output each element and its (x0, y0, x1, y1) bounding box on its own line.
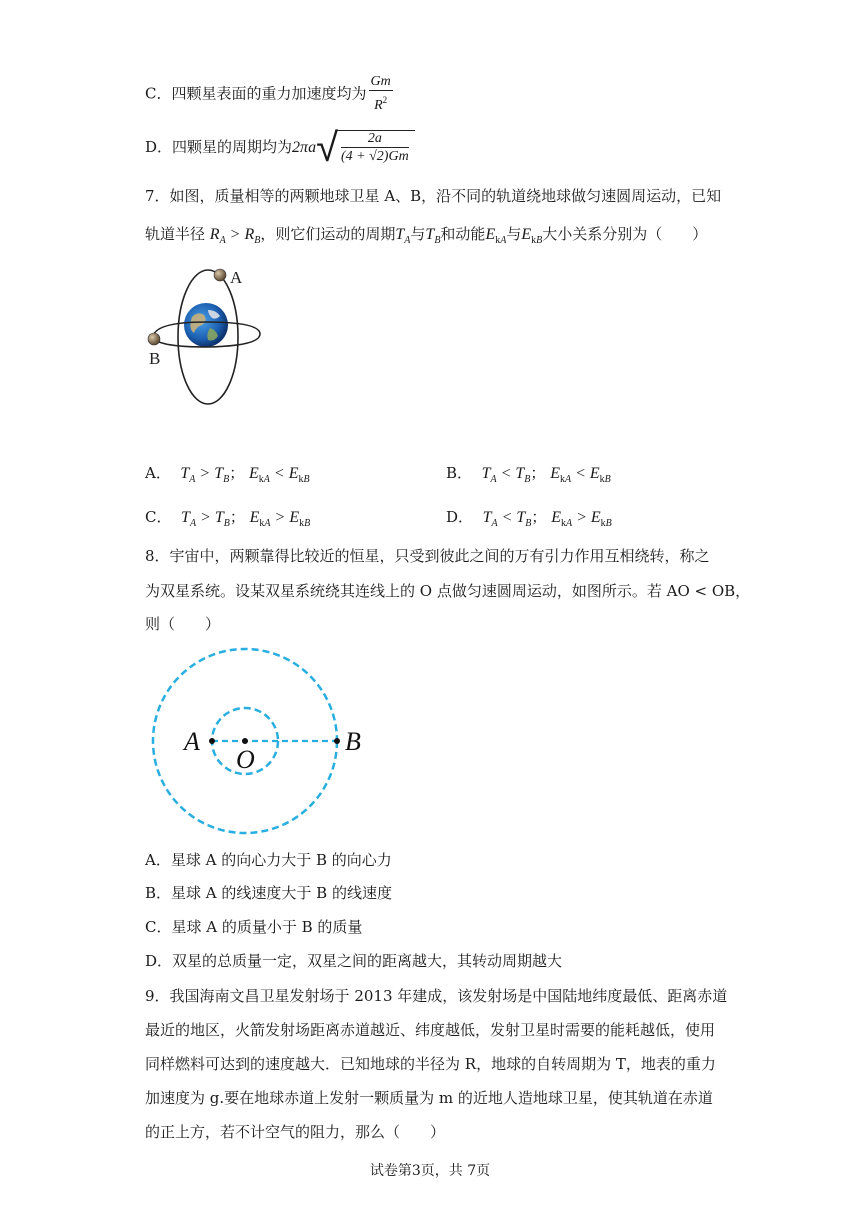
q8-stem-line1: 8．宇宙中，两颗靠得比较近的恒星，只受到彼此之间的万有引力作用互相绕转，称之 (145, 547, 710, 565)
star-b-dot (334, 738, 340, 744)
radius-relation: $R_A > R_B$ (209, 226, 261, 246)
star-a-dot (209, 738, 215, 744)
page-footer: 试卷第3页，共 7页 (369, 1163, 491, 1179)
label-b: B (149, 349, 161, 368)
q8-binary-star-figure (140, 644, 380, 840)
q7-stem-line2: 轨道半径 $R_A > R_B$，则它们运动的周期$T_A$与$T_B$和动能$E_{kA}$与$E_{kB}$大小关系分别为（ ） (145, 225, 708, 246)
q7-option-a: A． $T_A > T_B$； $E_{kA} < E_{kB}$ (145, 464, 310, 485)
option-label: C． (145, 84, 172, 103)
q9-line1: 9．我国海南文昌卫星发射场于 2013 年建成，该发射场是中国陆地纬度最低、距离赤道 (145, 987, 728, 1005)
option-label: D． (145, 138, 173, 156)
fraction-numerator: Gm (370, 74, 391, 89)
q7-satellite-orbit-figure (140, 262, 270, 410)
fraction-denominator: R (374, 98, 383, 113)
label-a: A (230, 268, 243, 287)
q7-option-b: B． $T_A < T_B$； $E_{kA} < E_{kB}$ (446, 464, 611, 485)
fraction-gm-over-r2 (369, 74, 393, 115)
q7-option-c: C． $T_A > T_B$； $E_{kA} > E_{kB}$ (145, 508, 311, 529)
q8-option-a: A．星球 A 的向心力大于 B 的向心力 (145, 851, 392, 869)
q8-option-b: B．星球 A 的线速度大于 B 的线速度 (145, 884, 392, 902)
exponent: 2 (382, 95, 388, 105)
q8-stem-line2: 为双星系统。设某双星系统绕其连线上的 O 点做匀速圆周运动，如图所示。若 AO < OB， (145, 582, 751, 600)
q9-line2: 最近的地区，火箭发射场距离赤道越近、纬度越低，发射卫星时需要的能耗越低，使用 (145, 1021, 716, 1039)
period-prefix: 2πa (292, 139, 317, 156)
option-text: 四颗星的周期均为 (172, 138, 293, 156)
fraction-denominator: (4 + √2)Gm (341, 149, 409, 164)
q7-option-d: D． $T_A < T_B$； $E_{kA} > E_{kB}$ (446, 508, 612, 529)
q8-option-d: D．双星的总质量一定，双星之间的距离越大，其转动周期越大 (145, 952, 563, 970)
square-root (316, 125, 415, 171)
radical-sign-icon: √ (316, 125, 339, 171)
q9-line3: 同样燃料可达到的速度越大．已知地球的半径为 R，地球的自转周期为 T，地表的重力 (145, 1055, 716, 1073)
option-text: 四颗星表面的重力加速度均为 (171, 84, 367, 103)
fraction-numerator: 2a (341, 131, 409, 148)
label-a: A (184, 727, 200, 756)
q8-stem-line3: 则（ ） (145, 615, 221, 633)
q6-option-c (145, 74, 395, 115)
satellite-a-icon (214, 269, 226, 281)
label-o: O (236, 745, 255, 774)
q9-line4: 加速度为 g.要在地球赤道上发射一颗质量为 m 的近地人造地球卫星，使其轨道在赤道 (145, 1089, 713, 1107)
q7-stem-line1: 7．如图，质量相等的两颗地球卫星 A、B，沿不同的轨道绕地球做匀速圆周运动，已知 (145, 187, 722, 205)
label-b: B (345, 727, 361, 756)
center-o-dot (242, 738, 248, 744)
satellite-b-icon (148, 333, 160, 345)
q9-line5: 的正上方，若不计空气的阻力，那么（ ） (145, 1123, 446, 1141)
q6-option-d (145, 125, 415, 171)
q8-option-c: C．星球 A 的质量小于 B 的质量 (145, 918, 363, 936)
